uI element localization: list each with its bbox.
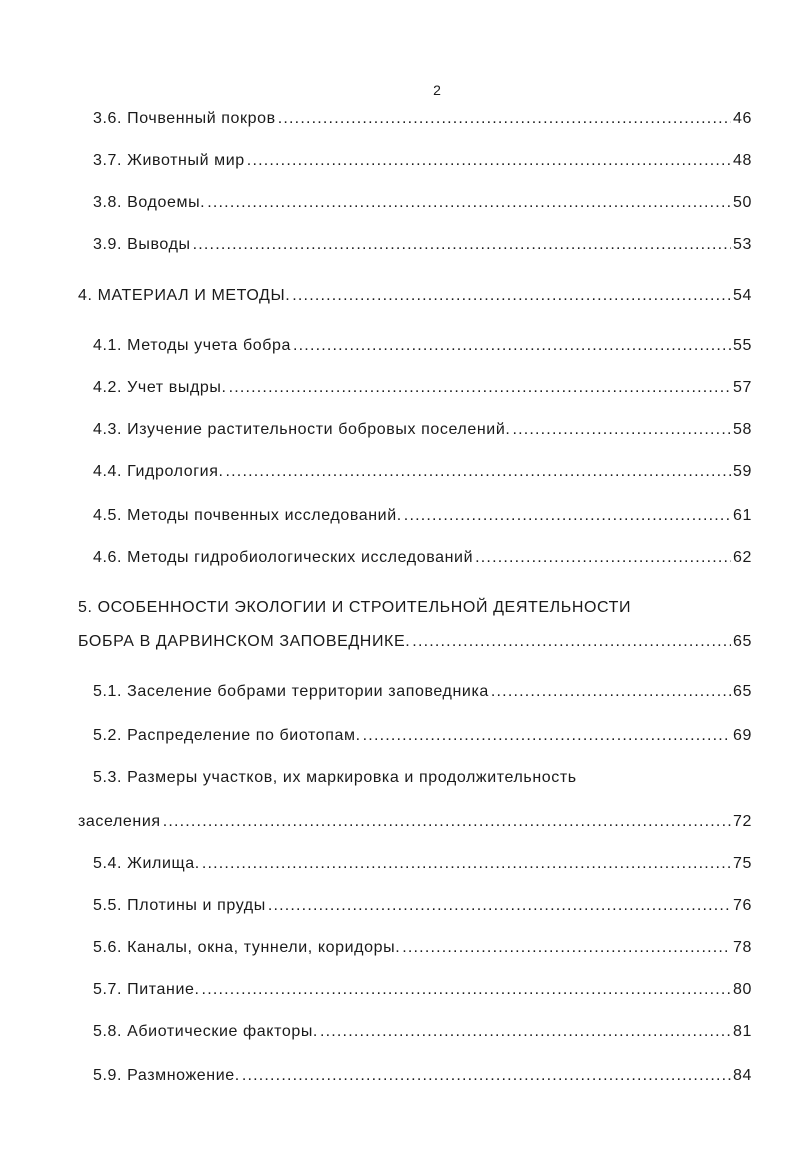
toc-chapter: 4. МАТЕРИАЛ И МЕТОДЫ. ..... 54 bbox=[78, 287, 752, 307]
toc-entry: 4.3. Изучение растительности бобровых поселений. ..... 58 bbox=[93, 421, 752, 441]
toc-entry-line1: 5.3. Размеры участков, их маркировка и продолжительность bbox=[93, 769, 577, 786]
toc-entry: 3.6. Почвенный покров ..... 46 bbox=[93, 110, 752, 130]
toc-entry: 4.1. Методы учета бобра ..... 55 bbox=[93, 337, 752, 357]
toc-entry: 4.4. Гидрология. ..... 59 bbox=[93, 463, 752, 483]
toc-entry: 4.6. Методы гидробиологических исследований ..... 62 bbox=[93, 549, 752, 569]
toc-entry: 3.8. Водоемы. ..... 50 bbox=[93, 194, 752, 214]
toc-entry: заселения ..... 72 bbox=[78, 813, 752, 833]
toc-chapter: БОБРА В ДАРВИНСКОМ ЗАПОВЕДНИКЕ. ..... 65 bbox=[78, 633, 752, 653]
page-number: 2 bbox=[433, 82, 441, 98]
toc-entry: 5.9. Размножение. ..... 84 bbox=[93, 1067, 752, 1087]
toc-entry: 5.4. Жилища. ..... 75 bbox=[93, 855, 752, 875]
toc-entry: 4.5. Методы почвенных исследований. ..... 61 bbox=[93, 507, 752, 527]
toc-entry: 5.5. Плотины и пруды ..... 76 bbox=[93, 897, 752, 917]
toc-chapter-line1: 5. ОСОБЕННОСТИ ЭКОЛОГИИ И СТРОИТЕЛЬНОЙ ДЕЯТЕЛЬНОСТИ bbox=[78, 599, 632, 616]
toc-entry: 5.7. Питание. ..... 80 bbox=[93, 981, 752, 1001]
toc-entry: 5.6. Каналы, окна, туннели, коридоры. ..... 78 bbox=[93, 939, 752, 959]
toc-entry: 5.8. Абиотические факторы. ..... 81 bbox=[93, 1023, 752, 1043]
toc-entry: 5.2. Распределение по биотопам. ..... 69 bbox=[93, 727, 752, 747]
toc-entry: 4.2. Учет выдры. ..... 57 bbox=[93, 379, 752, 399]
toc-entry: 3.7. Животный мир ..... 48 bbox=[93, 152, 752, 172]
toc-entry: 5.1. Заселение бобрами территории заповедника ..... 65 bbox=[93, 683, 752, 703]
toc-entry: 3.9. Выводы ..... 53 bbox=[93, 236, 752, 256]
